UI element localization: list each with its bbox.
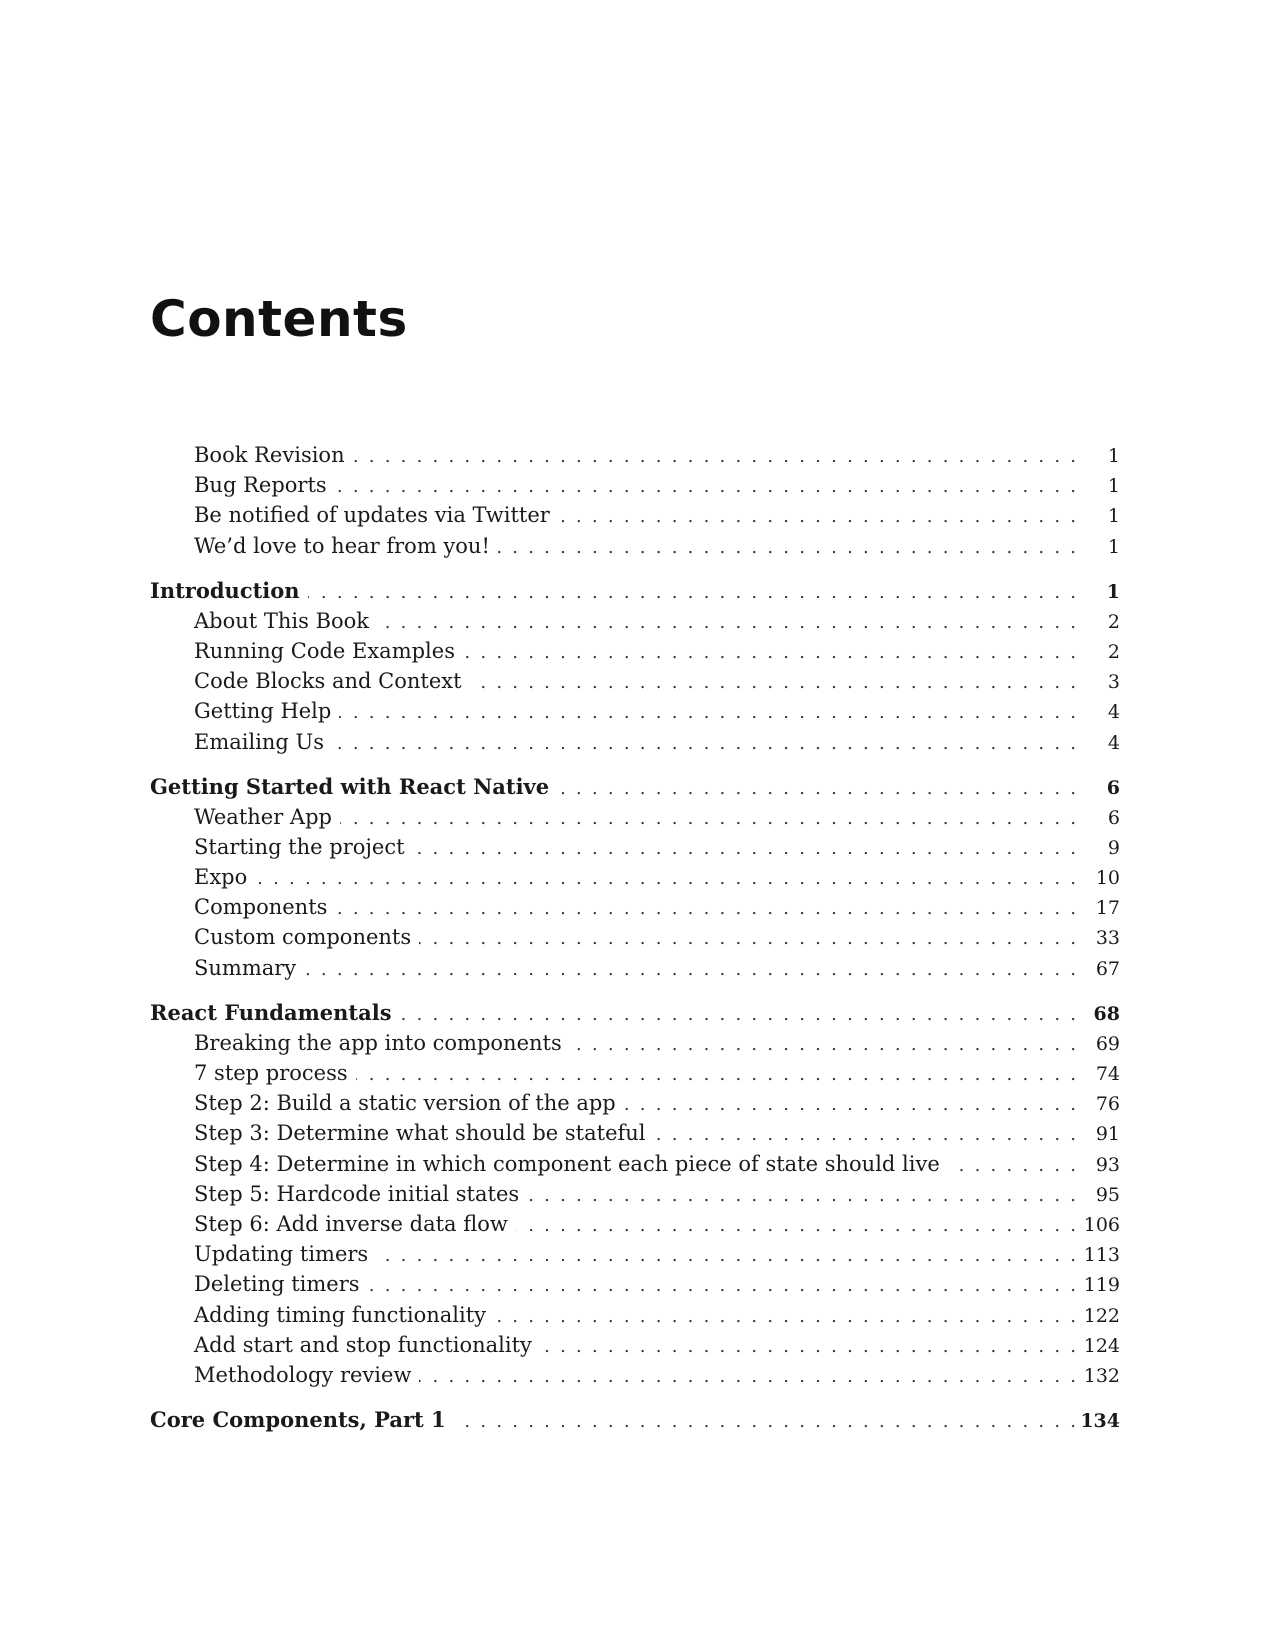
toc-chapter-page: 1	[1106, 580, 1120, 603]
toc-dot-leader	[516, 1211, 1076, 1241]
toc-entry-page: 1	[1107, 505, 1120, 528]
toc-entry-page: 4	[1107, 731, 1120, 754]
toc-entry-page: 33	[1095, 927, 1120, 950]
toc-chapter-label: Introduction	[150, 577, 300, 603]
toc-entry-label: Methodology review	[194, 1362, 412, 1387]
toc-entry[interactable]	[150, 892, 1120, 922]
toc-entry-page: 10	[1095, 867, 1120, 890]
toc-chapter-label: Getting Started with React Native	[150, 773, 550, 799]
toc-entry-page: 113	[1083, 1244, 1120, 1267]
toc-entry-label: Emailing Us	[194, 729, 325, 754]
toc-entry-page: 106	[1083, 1213, 1120, 1236]
toc-entry-label: We’d love to hear from you!	[194, 533, 490, 558]
toc-dot-leader	[470, 668, 1076, 698]
toc-entry-label: Be notified of updates via Twitter	[194, 503, 550, 528]
toc-dot-leader	[353, 442, 1076, 472]
toc-dot-leader	[419, 924, 1076, 954]
toc-entry[interactable]	[150, 470, 1120, 500]
toc-entry-label: Step 5: Hardcode initial states	[194, 1181, 520, 1206]
toc-entry[interactable]	[150, 1239, 1120, 1269]
toc-entry-page: 122	[1083, 1304, 1120, 1327]
toc-chapter-page: 134	[1080, 1410, 1120, 1433]
toc-dot-leader	[498, 533, 1076, 563]
toc-chapter-label: React Fundamentals	[150, 999, 392, 1025]
toc-chapter-page: 68	[1093, 1002, 1120, 1025]
toc-entry[interactable]	[150, 1149, 1120, 1179]
toc-entry-label: Running Code Examples	[194, 638, 455, 663]
toc-dot-leader	[948, 1151, 1076, 1181]
toc-entry-page: 1	[1107, 535, 1120, 558]
toc-entry-label: Deleting timers	[194, 1272, 360, 1297]
toc-entry[interactable]	[150, 1330, 1120, 1360]
toc-dot-leader	[400, 999, 1076, 1030]
toc-dot-leader	[304, 955, 1076, 985]
toc-dot-leader	[376, 1241, 1076, 1271]
toc-dot-leader	[255, 864, 1076, 894]
toc-entry-label: Book Revision	[194, 443, 345, 467]
toc-dot-leader	[308, 577, 1076, 608]
toc-dot-leader	[332, 729, 1076, 759]
toc-group-getting-started	[150, 771, 1120, 983]
toc-entry[interactable]	[150, 1118, 1120, 1148]
toc-entry[interactable]	[150, 500, 1120, 530]
toc-entry-label: Step 3: Determine what should be stateful	[194, 1121, 646, 1146]
toc-chapter-heading[interactable]	[150, 575, 1120, 606]
toc-dot-leader	[558, 502, 1076, 532]
toc-entry-label: Breaking the app into components	[194, 1030, 562, 1055]
toc-dot-leader	[654, 1120, 1076, 1150]
toc-entry[interactable]	[150, 531, 1120, 561]
toc-entry-label: Step 2: Build a static version of the app	[194, 1091, 616, 1116]
toc-dot-leader	[335, 894, 1076, 924]
toc-entry-page: 1	[1107, 445, 1120, 467]
toc-entry-page: 95	[1095, 1183, 1120, 1206]
toc-entry-label: Updating timers	[194, 1242, 369, 1267]
toc-dot-leader	[419, 1362, 1076, 1392]
toc-entry-label: Weather App	[194, 804, 332, 829]
toc-entry[interactable]	[150, 802, 1120, 832]
toc-entry[interactable]	[150, 1058, 1120, 1088]
toc-dot-leader	[570, 1030, 1076, 1060]
toc-entry[interactable]	[150, 922, 1120, 952]
toc-entry-page: 2	[1107, 640, 1120, 663]
page-title: Contents	[150, 290, 408, 348]
toc-entry-label: Components	[194, 895, 328, 920]
toc-entry-label: Summary	[194, 955, 297, 980]
toc-entry-page: 124	[1083, 1334, 1120, 1357]
toc-entry[interactable]	[150, 1088, 1120, 1118]
toc-entry-label: Starting the project	[194, 834, 405, 859]
toc-entry-page: 1	[1107, 475, 1120, 498]
toc-entry[interactable]	[150, 832, 1120, 862]
toc-entry-page: 69	[1095, 1032, 1120, 1055]
toc-entry[interactable]	[150, 1300, 1120, 1330]
toc-entry-label: Step 6: Add inverse data flow	[194, 1211, 508, 1236]
toc-group-core-components	[150, 1404, 1120, 1435]
toc-entry[interactable]	[150, 1179, 1120, 1209]
toc-entry-page: 132	[1083, 1364, 1120, 1387]
toc-entry-page: 6	[1107, 806, 1120, 829]
toc-dot-leader	[368, 1271, 1076, 1301]
toc-group-react-fundamentals	[150, 997, 1120, 1390]
toc-entry[interactable]	[150, 606, 1120, 636]
toc-entry-page: 17	[1095, 897, 1120, 920]
toc-entry-label: Bug Reports	[194, 473, 327, 498]
toc-entry-label: Add start and stop functionality	[194, 1332, 532, 1357]
table-of-contents	[150, 440, 1120, 1449]
toc-chapter-page: 6	[1106, 776, 1120, 799]
toc-entry-page: 67	[1095, 957, 1120, 980]
toc-entry-page: 91	[1095, 1123, 1120, 1146]
toc-dot-leader	[335, 472, 1076, 502]
toc-entry[interactable]	[150, 727, 1120, 757]
toc-entry-page: 2	[1107, 610, 1120, 633]
toc-dot-leader	[527, 1181, 1076, 1211]
toc-dot-leader	[540, 1332, 1076, 1362]
toc-entry-label: Adding timing functionality	[194, 1302, 487, 1327]
toc-entry-page: 93	[1095, 1153, 1120, 1176]
toc-dot-leader	[339, 698, 1076, 728]
toc-entry-label: About This Book	[194, 608, 370, 633]
toc-entry-page: 119	[1083, 1274, 1120, 1297]
toc-entry-page: 3	[1107, 671, 1120, 694]
toc-entry[interactable]	[150, 666, 1120, 696]
toc-entry[interactable]	[150, 862, 1120, 892]
toc-entry-label: Custom components	[194, 925, 412, 950]
toc-dot-leader	[413, 834, 1076, 864]
toc-dot-leader	[340, 804, 1076, 834]
toc-entry[interactable]	[150, 1269, 1120, 1299]
toc-entry-page: 4	[1107, 701, 1120, 724]
toc-dot-leader	[624, 1090, 1076, 1120]
toc-entry[interactable]	[150, 696, 1120, 726]
toc-chapter-label: Core Components, Part 1	[150, 1407, 446, 1433]
toc-entry-label: 7 step process	[194, 1061, 348, 1085]
toc-group-introduction	[150, 575, 1120, 757]
toc-dot-leader	[356, 1060, 1076, 1090]
toc-dot-leader	[377, 608, 1076, 638]
toc-entry[interactable]	[150, 440, 1120, 470]
toc-entry[interactable]	[150, 1209, 1120, 1239]
toc-entry[interactable]	[150, 1028, 1120, 1058]
toc-entry-label: Code Blocks and Context	[194, 669, 462, 694]
toc-entry[interactable]	[150, 636, 1120, 666]
toc-entry-page: 76	[1095, 1093, 1120, 1116]
toc-entry[interactable]	[150, 1360, 1120, 1390]
toc-group-front-matter	[150, 440, 1120, 561]
toc-entry[interactable]	[150, 953, 1120, 983]
toc-dot-leader	[463, 638, 1076, 668]
toc-dot-leader	[454, 1406, 1076, 1437]
toc-entry-page: 9	[1107, 836, 1120, 859]
toc-chapter-heading[interactable]	[150, 997, 1120, 1028]
toc-dot-leader	[557, 773, 1076, 804]
toc-dot-leader	[494, 1302, 1076, 1332]
toc-entry-page: 74	[1095, 1063, 1120, 1085]
toc-entry-label: Step 4: Determine in which component each piece of state should live	[194, 1151, 940, 1176]
toc-chapter-heading[interactable]	[150, 771, 1120, 802]
toc-entry-label: Expo	[194, 865, 248, 890]
toc-chapter-heading[interactable]	[150, 1404, 1120, 1435]
toc-entry-label: Getting Help	[194, 699, 332, 724]
